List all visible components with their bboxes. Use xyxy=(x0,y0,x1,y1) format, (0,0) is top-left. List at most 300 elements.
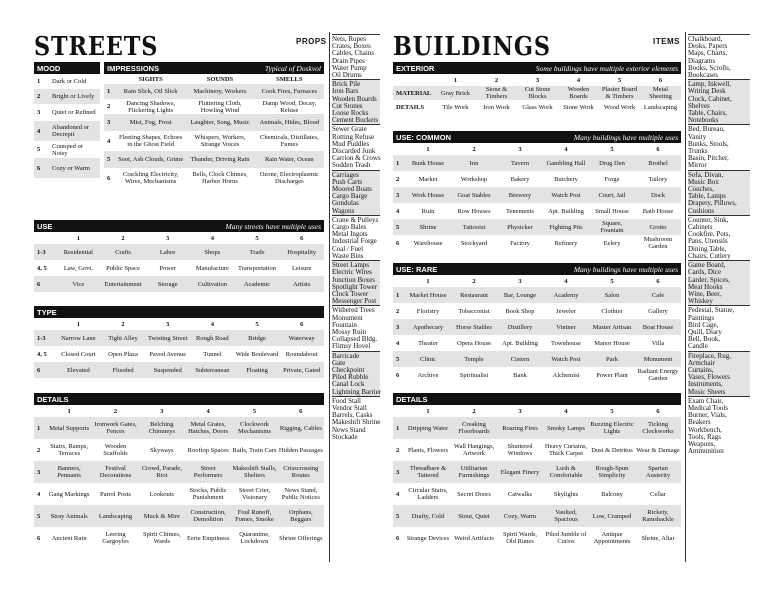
mood-value: Cozy or Warm xyxy=(52,164,90,172)
rare-cell: Jeweler xyxy=(556,307,576,315)
items-item: Table, Lamps xyxy=(688,192,726,201)
rare-row xyxy=(393,303,681,319)
use-cell: Artists xyxy=(293,280,311,288)
use-cell: Law, Govt. xyxy=(63,264,93,272)
items-group xyxy=(688,34,750,79)
details_l-row xyxy=(34,527,324,549)
props-item: Messenger Post xyxy=(332,297,377,306)
rare-use-header: USE: RARE Many buildings have multiple uses xyxy=(393,263,681,275)
row-number: 4, 5 xyxy=(37,264,47,272)
details_l-cell: Crowd, Parade, Riot xyxy=(141,465,182,479)
common-cell: Shrine xyxy=(419,223,437,231)
common-cell: Apt. Building xyxy=(548,207,584,215)
row-number: 5 xyxy=(396,355,400,363)
column-header: 4 xyxy=(564,407,568,415)
props-item: Barricade xyxy=(332,351,360,360)
items-item: Basin, Pitcher, xyxy=(688,154,729,163)
type-cell: Private, Gated xyxy=(283,366,321,374)
rare-cell: Gallery xyxy=(648,307,668,315)
details_l-cell: Orphans, Beggars xyxy=(288,509,313,523)
type-cell: Twisting Street xyxy=(147,334,188,342)
type-cell: Open Plaza xyxy=(108,350,138,358)
props-item: Food Stall xyxy=(332,396,361,405)
props-group xyxy=(332,305,380,350)
row-number: 3 xyxy=(107,119,111,126)
column-header: 5 xyxy=(252,407,257,415)
column-header: 1 xyxy=(67,407,71,415)
type-row xyxy=(34,330,324,346)
column-header: 1 xyxy=(453,76,458,84)
details_r-row xyxy=(393,461,681,483)
details_l-cell: Lookouts xyxy=(149,490,175,498)
props-item: Moored Boats xyxy=(332,185,372,194)
type-cell: Elevated xyxy=(66,366,90,374)
rare-cell: Clothier xyxy=(601,307,623,315)
items-item: Ammunition xyxy=(688,447,724,456)
row-number: 4 xyxy=(396,207,400,215)
items-item: Pans, Utensils xyxy=(688,237,728,246)
items-item: Quill, Diary xyxy=(688,327,722,336)
mood-row xyxy=(34,89,100,104)
props-item: Checkpoint xyxy=(332,365,365,374)
common-cell: Work House xyxy=(411,191,445,199)
row-number: 2 xyxy=(396,175,400,183)
rare-cell: Power Plant xyxy=(596,371,628,379)
type-cell: Suspended xyxy=(153,366,182,374)
props-item: Vendor Stall xyxy=(332,403,367,412)
row-number: 6 xyxy=(37,366,41,374)
common-cell: Tenements xyxy=(505,207,535,215)
common-cell: Physicker xyxy=(507,223,533,231)
props-item: Makeshift Shrine xyxy=(332,418,381,427)
column-headers xyxy=(34,232,324,244)
details_r-row xyxy=(393,527,681,549)
items-item: Weapons, xyxy=(688,439,716,448)
mood-row xyxy=(34,74,100,89)
common-use-header: USE: COMMON Many buildings have multiple uses xyxy=(393,131,681,143)
column-header: 2 xyxy=(472,407,476,415)
details_r-cell: Catwalks xyxy=(507,490,533,498)
column-header: 6 xyxy=(300,234,304,242)
items-item: Trunks xyxy=(688,147,708,156)
details_l-cell: Construction, Demolition xyxy=(190,509,226,523)
column-header: 3 xyxy=(518,145,522,153)
use-header: USE Many streets have multiple uses xyxy=(34,220,324,232)
impressions-row xyxy=(104,151,324,168)
column-headers xyxy=(393,405,681,417)
items-item: Bunks, Stools, xyxy=(688,139,729,148)
details_l-cell: Rails, Train Cars xyxy=(232,446,277,454)
details_r-cell: Creaking Floorboards xyxy=(458,421,490,435)
column-header: 1 xyxy=(76,234,80,242)
details_r-cell: Shuttered Windows xyxy=(507,443,533,457)
details_r-row xyxy=(393,417,681,439)
use-row xyxy=(34,244,324,260)
use-table xyxy=(34,220,324,292)
details_r-cell: Balcony xyxy=(601,490,623,498)
props-item: Gate xyxy=(332,358,346,367)
props-item: Iron Bars xyxy=(332,87,359,96)
details_l-cell: Muck & Mire xyxy=(143,512,180,520)
rare-cell: Boat House xyxy=(642,323,674,331)
items-item: Game Board, xyxy=(688,261,726,270)
exterior-cell: Cut Stone Blocks xyxy=(524,86,551,100)
exterior-table xyxy=(393,62,681,114)
details_l-cell: Rooftop Spaces xyxy=(187,446,229,454)
rare-cell: Clinic xyxy=(420,355,436,363)
impressions-row xyxy=(104,168,324,188)
common-cell: Bakery xyxy=(510,175,530,183)
props-item: Clock Tower xyxy=(332,289,369,298)
building-details-header: DETAILS xyxy=(393,393,681,405)
exterior-cell: Stone & Timbers xyxy=(485,86,508,100)
impressions-cell: Whispers, Workers, Strange Voices xyxy=(194,134,246,148)
column-header: 4 xyxy=(564,145,568,153)
row-number: 5 xyxy=(37,146,41,153)
props-group xyxy=(332,351,380,396)
impressions-cell: Animals, Hides, Blood xyxy=(259,119,320,126)
column-header: 2 xyxy=(121,320,125,328)
props-item: Discarded Junk xyxy=(332,147,376,156)
exterior-cell: Stone Work xyxy=(563,103,594,111)
impressions-row xyxy=(104,84,324,99)
common-cell: Tavern xyxy=(511,159,529,167)
street-details-table xyxy=(34,393,324,549)
props-item: Piled Rubble xyxy=(332,373,369,382)
mood-row xyxy=(34,121,100,141)
row-number: 1-3 xyxy=(37,334,46,342)
impressions-cell: Fluttering Cloth, Howling Wind xyxy=(198,99,242,114)
items-item: Chalkboard, xyxy=(688,35,723,43)
column-header: 5 xyxy=(255,234,259,242)
items-item: Workbench, xyxy=(688,425,722,434)
props-item: Push Carts xyxy=(332,177,363,186)
type-cell: Tight Alley xyxy=(108,334,138,342)
rare-cell: Theater xyxy=(418,339,438,347)
column-header: 1 xyxy=(76,320,80,328)
type-cell: Floating xyxy=(246,366,268,374)
items-group xyxy=(688,124,750,169)
column-header: 6 xyxy=(656,407,660,415)
items-group xyxy=(688,396,750,456)
rare-cell: Tobacconist xyxy=(458,307,490,315)
items-item: Vases, Flowers xyxy=(688,373,730,382)
exterior-cell: Gray Brick xyxy=(440,89,471,97)
details_r-cell: Dripping Water xyxy=(407,424,449,432)
impressions-cell: Thunder, Driving Rain xyxy=(190,156,250,163)
props-item: Flimsy Hovel xyxy=(332,342,371,351)
props-item: Cargo Barge xyxy=(332,192,368,201)
props-group xyxy=(332,396,380,441)
items-item: Table, Chairs, xyxy=(688,109,727,118)
details_l-cell: Gang Markings xyxy=(48,490,90,498)
rare-use-table xyxy=(393,263,681,383)
props-item: Rotting Refuse xyxy=(332,132,375,141)
details_l-cell: Leering Gargoyles xyxy=(102,531,129,545)
common-cell: Goat Stables xyxy=(457,191,491,199)
rare-cell: Apt. Building xyxy=(502,339,538,347)
items-item: Whiskey xyxy=(688,297,713,306)
items-item: Burner, Vials, xyxy=(688,411,727,420)
rare-row xyxy=(393,319,681,335)
common-cell: Watch Post xyxy=(551,191,581,199)
row-number: 5 xyxy=(396,223,400,231)
row-number: 2 xyxy=(37,93,41,100)
row-number: 2 xyxy=(396,446,400,454)
type-cell: Closed Court xyxy=(61,350,96,358)
details_r-cell: Cellar xyxy=(650,490,666,498)
items-item: Vanity xyxy=(688,132,707,141)
rare-cell: Park xyxy=(606,355,618,363)
details_l-row xyxy=(34,461,324,483)
impressions-cell: Machinery, Workers xyxy=(193,88,247,95)
items-item: Paintings xyxy=(688,313,715,322)
details_r-cell: Cozy, Warm xyxy=(503,512,537,520)
common-cell: Ruin xyxy=(421,207,435,215)
row-number: 5 xyxy=(37,512,41,520)
impressions-cell: Cook Fires, Furnaces xyxy=(261,88,318,95)
details_l-cell: Stocks, Public Punishment xyxy=(189,487,227,501)
items-group xyxy=(688,260,750,305)
rare-cell: Cafe xyxy=(651,291,665,299)
row-number: 4, 5 xyxy=(37,350,47,358)
column-header: 3 xyxy=(160,407,164,415)
mood-row xyxy=(34,158,100,178)
details_r-cell: Antique Appointments xyxy=(593,531,631,545)
row-number: DETAILS xyxy=(396,103,425,111)
common-cell: Bunk House xyxy=(411,159,445,167)
rare-cell: Radiant Energy Garden xyxy=(637,368,679,382)
details_r-row xyxy=(393,439,681,461)
impressions-row xyxy=(104,114,324,131)
details_l-cell: Ancient Ruin xyxy=(51,534,87,542)
props-label: PROPS xyxy=(296,37,327,46)
exterior-cell: Landscaping xyxy=(643,103,678,111)
impressions-table xyxy=(104,62,324,188)
props-item: Wooden Boards xyxy=(332,94,377,103)
use-cell: Public Space xyxy=(106,264,140,272)
props-item: Stockade xyxy=(332,432,358,441)
impressions-cell: Damp Wood, Decay, Refuse xyxy=(262,99,317,114)
row-number: 6 xyxy=(37,534,41,542)
details_l-cell: Banners, Pennants xyxy=(57,465,81,479)
common-cell: Square, Fountain xyxy=(600,220,624,234)
items-item: Beakers xyxy=(688,418,711,427)
details_r-row xyxy=(393,505,681,527)
impressions-cell: Dancing Shadows, Flickering Lights xyxy=(126,99,176,114)
common-cell: Brothel xyxy=(648,159,668,167)
row-number: 3 xyxy=(396,468,400,476)
items-group xyxy=(688,79,750,124)
row-number: 2 xyxy=(37,446,41,454)
props-item: Collapsed Bldg. xyxy=(332,335,378,344)
column-header: 2 xyxy=(121,234,125,242)
impressions-cell: Chemicals, Distillates, Fumes xyxy=(259,134,319,148)
exterior-cell: Iron Work xyxy=(483,103,510,111)
rare-cell: Apothecary xyxy=(412,323,444,331)
props-item: News Stand xyxy=(332,425,366,434)
use-cell: Residential xyxy=(63,248,93,256)
use-cell: Leisure xyxy=(291,264,312,272)
items-item: Writing Desk xyxy=(688,87,726,96)
items-group xyxy=(688,305,750,350)
details_l-cell: Street Crier, Visionary xyxy=(238,487,271,501)
items-item: Music Box xyxy=(688,177,719,186)
items-item: Cushions xyxy=(688,206,715,215)
common-cell: Court, Jail xyxy=(598,191,626,199)
impressions-cell: Mist, Fog, Frost xyxy=(129,119,172,126)
details_r-cell: Heavy Curtains, Thick Carpet xyxy=(544,443,588,457)
row-number: 4 xyxy=(37,490,41,498)
building-details-table xyxy=(393,393,681,549)
use-cell: Transportation xyxy=(238,264,277,272)
common-row xyxy=(393,219,681,235)
type-cell: Wide Boulevard xyxy=(235,350,279,358)
use-cell: Storage xyxy=(157,280,178,288)
common-cell: Inn xyxy=(469,159,479,167)
details_l-cell: Shrine Offerings xyxy=(279,534,323,542)
column-header: 5 xyxy=(617,76,622,84)
items-item: Candle xyxy=(688,342,708,351)
exterior-row xyxy=(393,86,681,100)
details_l-cell: Belching Chimneys xyxy=(148,421,175,435)
row-number: 1 xyxy=(107,88,111,95)
items-item: Drapery, Pillows, xyxy=(688,199,737,208)
mood-value: Bright or Lively xyxy=(52,93,95,100)
column-headers xyxy=(393,275,681,287)
props-item: Gondolas xyxy=(332,199,359,208)
impressions-cell: Soot, Ash Clouds, Grime xyxy=(118,156,184,163)
impressions-cell: Ozone, Electroplasmic Discharges xyxy=(259,171,319,185)
props-rule xyxy=(329,32,330,562)
type-cell: Bridge xyxy=(248,334,266,342)
details_l-cell: Patrol Posts xyxy=(100,490,131,498)
row-number: 1 xyxy=(396,424,400,432)
details_l-row xyxy=(34,439,324,461)
column-headers xyxy=(34,318,324,330)
row-number: 1 xyxy=(37,78,41,85)
props-item: Brick Pile xyxy=(332,80,361,89)
props-item: Junction Boxes xyxy=(332,275,375,284)
common-row xyxy=(393,171,681,187)
props-item: Canal Lock xyxy=(332,380,365,389)
row-number: 6 xyxy=(396,371,400,379)
common-cell: Factory xyxy=(510,239,530,247)
type-cell: Tunnel xyxy=(203,350,222,358)
items-item: Medical Tools xyxy=(688,403,729,412)
details_r-cell: Piled Jumble of Curios xyxy=(545,531,587,545)
props-item: Carriages xyxy=(332,170,359,179)
row-number: 1-3 xyxy=(37,248,46,256)
column-header: 2 xyxy=(472,277,476,285)
use-cell: Power xyxy=(159,264,176,272)
column-header: 5 xyxy=(255,320,259,328)
details_r-row xyxy=(393,483,681,505)
rare-cell: Market House xyxy=(409,291,447,299)
rare-cell: Monument xyxy=(643,355,673,363)
column-header: SIGHTS xyxy=(138,75,163,83)
common-cell: Mushroom Garden xyxy=(643,236,673,250)
common-cell: Dock xyxy=(650,191,666,199)
rare-row xyxy=(393,287,681,303)
row-number: 2 xyxy=(107,103,111,110)
common-row xyxy=(393,235,681,251)
details_r-cell: Smoky Lamps xyxy=(547,424,585,432)
column-header: 6 xyxy=(658,76,663,84)
items-item: Desks, Papers xyxy=(688,42,728,51)
props-item: Sodden Trash xyxy=(332,161,371,170)
items-label: ITEMS xyxy=(653,37,680,46)
props-item: Waste Bins xyxy=(332,251,364,260)
props-item: Metal Ingots xyxy=(332,230,368,239)
rare-cell: Horse Stables xyxy=(456,323,492,331)
column-header: 1 xyxy=(426,277,430,285)
props-item: Fountain xyxy=(332,320,357,329)
impressions-cell: Rain Slick, Oil Slick xyxy=(123,88,178,95)
props-group xyxy=(332,79,380,124)
details_l-cell: Rigging, Cables xyxy=(279,424,322,432)
items-item: Clock, Cabinet, xyxy=(688,94,732,103)
details_l-cell: Hidden Passages xyxy=(278,446,323,454)
rare-cell: Floristry xyxy=(416,307,440,315)
props-item: Nets, Ropes xyxy=(332,35,366,43)
rare-cell: Manor House xyxy=(594,339,630,347)
details_l-cell: Landscaping xyxy=(98,512,133,520)
exterior-cell: Glass Work xyxy=(522,103,553,111)
row-number: MATERIAL xyxy=(396,89,432,97)
rare-cell: Academy xyxy=(553,291,579,299)
common-cell: Fighting Pits xyxy=(549,223,583,231)
exterior-header: EXTERIOR Some buildings have multiple exterior elements xyxy=(393,62,681,74)
column-header: 6 xyxy=(656,277,660,285)
row-number: 2 xyxy=(396,307,400,315)
details_r-cell: Roaring Fires xyxy=(502,424,538,432)
props-item: Oil Drums xyxy=(332,71,362,80)
rare-cell: Restaurant xyxy=(460,291,488,299)
items-item: Instruments, xyxy=(688,380,723,389)
details_l-row xyxy=(34,505,324,527)
rare-cell: Watch Post xyxy=(551,355,581,363)
details_r-cell: Drafty, Cold xyxy=(411,512,445,520)
type-cell: Waterway xyxy=(288,334,315,342)
items-item: Meat Hooks xyxy=(688,282,723,291)
items-item: Maps, Charts, xyxy=(688,49,728,58)
props-group xyxy=(332,170,380,215)
items-item: Counter, Sink, xyxy=(688,215,729,224)
rare-cell: Archive xyxy=(417,371,439,379)
props-item: Electric Wires xyxy=(332,268,372,277)
props-item: Industrial Forge xyxy=(332,237,377,246)
details_r-cell: Shrine, Altar xyxy=(641,534,675,542)
rare-row xyxy=(393,335,681,351)
column-header: 3 xyxy=(166,234,170,242)
props-item: Crates, Boxes xyxy=(332,42,371,51)
props-item: Cables, Chains xyxy=(332,49,374,58)
column-header: SMELLS xyxy=(276,75,303,83)
details_l-cell: Spirit Chimes, Wards xyxy=(143,531,181,545)
column-header: 5 xyxy=(610,145,614,153)
details_l-cell: Stray Animals xyxy=(50,512,88,520)
rare-row xyxy=(393,351,681,367)
column-header: 5 xyxy=(610,407,614,415)
use-cell: Hospitality xyxy=(287,248,317,256)
details_r-cell: Utilitarian Furnishings xyxy=(458,465,490,479)
props-item: Cement Buckets xyxy=(332,116,379,125)
details_r-cell: Spirit Wards, Old Runes xyxy=(502,531,538,545)
type-row xyxy=(34,346,324,362)
column-header: 2 xyxy=(494,76,499,84)
row-number: 4 xyxy=(396,490,400,498)
